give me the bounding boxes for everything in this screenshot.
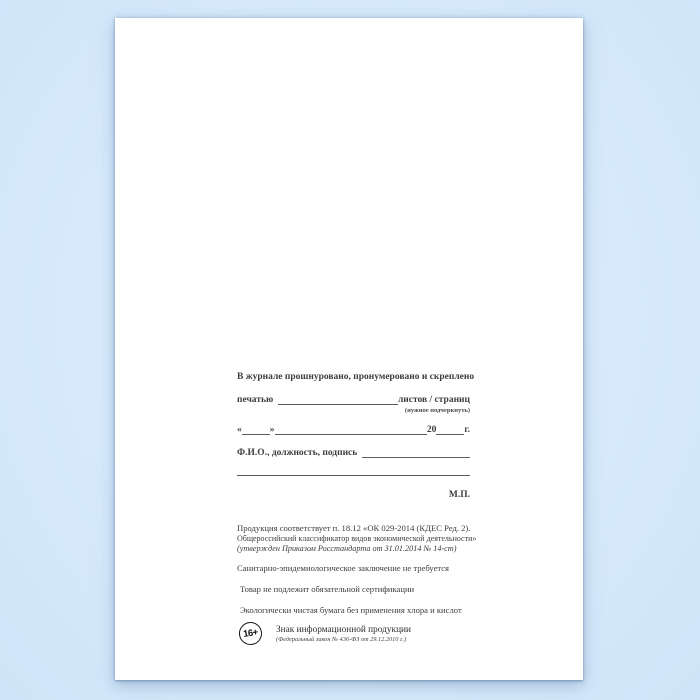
compliance-line-3: (утвержден Приказом Росстандарта от 31.01.2014 № 14-ст) bbox=[237, 544, 457, 554]
age-mark-text bbox=[276, 622, 411, 644]
underline-note: (нужное подчеркнуть) bbox=[404, 407, 470, 414]
blank-sheet-count bbox=[278, 394, 398, 405]
blank-year bbox=[436, 424, 464, 435]
date-row bbox=[237, 424, 470, 436]
sanitary-statement: Санитарно-эпидемиологическое заключение не требуется bbox=[237, 563, 450, 573]
seal-place-abbr: М.П. bbox=[448, 490, 470, 500]
blank-month bbox=[275, 424, 427, 435]
certification-statement: Товар не подлежит обязательной сертификации bbox=[240, 584, 415, 594]
age-mark-block bbox=[237, 622, 487, 645]
seal-row bbox=[237, 394, 470, 406]
journal-back-page bbox=[115, 18, 583, 680]
blank-signature-line bbox=[237, 466, 470, 476]
blank-day bbox=[242, 424, 270, 435]
open-quote: « bbox=[237, 425, 242, 435]
blank-fio bbox=[362, 447, 470, 458]
year-suffix: г. bbox=[464, 425, 470, 435]
year-prefix: 20 bbox=[426, 425, 437, 435]
age-16plus-icon: 16+ bbox=[238, 621, 264, 647]
fio-label: Ф.И.О., должность, подпись bbox=[237, 448, 358, 458]
fio-row bbox=[237, 447, 470, 459]
compliance-line-2: Общероссийский классификатор видов экономической деятельности» bbox=[237, 533, 477, 543]
sheets-pages-label: листов / страниц bbox=[397, 395, 470, 405]
sealed-label: печатью bbox=[237, 395, 274, 405]
compliance-paragraph bbox=[237, 523, 477, 555]
age-mark-law: (Федеральный закон № 436-ФЗ от 29.12.2010 г.) bbox=[276, 636, 407, 643]
ecology-statement: Экологически чистая бумага без применения хлора и кислот bbox=[240, 605, 462, 615]
compliance-line-1: Продукция соответствует п. 18.12 «ОК 029-2014 (КДЕС Ред. 2). bbox=[237, 523, 471, 533]
close-quote: » bbox=[269, 425, 275, 435]
age-mark-title: Знак информационной продукции bbox=[276, 625, 411, 635]
stitch-statement: В журнале прошнуровано, пронумеровано и скреплено bbox=[237, 372, 475, 382]
